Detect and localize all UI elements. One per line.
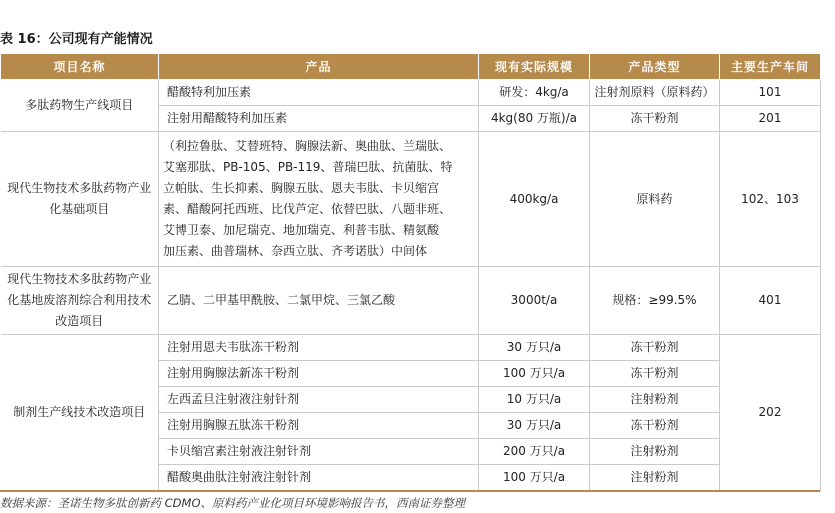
scale-cell: 研发：4kg/a	[479, 80, 590, 106]
product-line: 立帕肽、生长抑素、胸腺五肽、恩夫韦肽、卡贝缩宫	[163, 181, 440, 195]
table-caption: 表 16：公司现有产能情况	[0, 32, 153, 47]
product-line: 素、醋酸阿托西班、比伐芦定、依替巴肽、八题非班、	[163, 202, 452, 216]
product-cell-multiline	[159, 132, 479, 267]
product-line: （利拉鲁肽、艾替班特、胸腺法新、奥曲肽、兰瑞肽、	[163, 139, 452, 153]
type-cell: 原料药	[590, 132, 720, 267]
header-product-type: 产品类型	[590, 54, 720, 80]
type-cell: 注射粉剂	[590, 439, 720, 465]
table-row	[1, 80, 821, 106]
product-cell: 醋酸特利加压素	[159, 80, 479, 106]
project-name-cell: 现代生物技术多肽药物产业化基础项目	[1, 132, 159, 267]
scale-cell: 30 万只/a	[479, 335, 590, 361]
scale-cell: 4kg(80 万瓶)/a	[479, 106, 590, 132]
product-cell: 注射用胸腺法新冻干粉剂	[159, 361, 479, 387]
header-product: 产品	[159, 54, 479, 80]
project-name-cell: 制剂生产线技术改造项目	[1, 335, 159, 491]
type-cell: 注射粉剂	[590, 387, 720, 413]
table-row	[1, 335, 821, 361]
workshop-cell: 202	[720, 335, 821, 491]
scale-cell: 400kg/a	[479, 132, 590, 267]
header-workshop: 主要生产车间	[720, 54, 821, 80]
product-line: 艾塞那肽、PB-105、PB-119、普瑞巴肽、抗菌肽、特	[163, 160, 453, 174]
table-bottom-rule	[0, 490, 820, 492]
product-cell: 左西孟旦注射液注射针剂	[159, 387, 479, 413]
scale-cell: 200 万只/a	[479, 439, 590, 465]
source-note: 数据来源：圣诺生物多肽创新药 CDMO、原料药产业化项目环境影响报告书，西南证券整理	[0, 496, 466, 510]
type-cell: 规格：≥99.5%	[590, 267, 720, 335]
product-line: 加压素、曲普瑞林、奈西立肽、齐考诺肽）中间体	[163, 244, 428, 258]
scale-cell: 100 万只/a	[479, 361, 590, 387]
type-cell: 注射粉剂	[590, 465, 720, 491]
project-name-cell: 现代生物技术多肽药物产业化基地废溶剂综合利用技术改造项目	[1, 267, 159, 335]
product-cell: 卡贝缩宫素注射液注射针剂	[159, 439, 479, 465]
scale-cell: 3000t/a	[479, 267, 590, 335]
product-cell: 醋酸奥曲肽注射液注射针剂	[159, 465, 479, 491]
workshop-cell: 101	[720, 80, 821, 106]
workshop-cell: 201	[720, 106, 821, 132]
type-cell: 冻干粉剂	[590, 335, 720, 361]
header-row	[1, 54, 821, 80]
capacity-table	[0, 53, 821, 491]
header-project-name: 项目名称	[1, 54, 159, 80]
product-cell: 注射用恩夫韦肽冻干粉剂	[159, 335, 479, 361]
product-cell: 注射用胸腺五肽冻干粉剂	[159, 413, 479, 439]
type-cell: 冻干粉剂	[590, 413, 720, 439]
product-line: 艾博卫泰、加尼瑞克、地加瑞克、利普韦肽、精氨酸	[163, 223, 440, 237]
workshop-cell: 102、103	[720, 132, 821, 267]
type-cell: 冻干粉剂	[590, 106, 720, 132]
type-cell: 冻干粉剂	[590, 361, 720, 387]
product-cell: 乙腈、二甲基甲酰胺、二氯甲烷、三氯乙酸	[159, 267, 479, 335]
product-cell: 注射用醋酸特利加压素	[159, 106, 479, 132]
workshop-cell: 401	[720, 267, 821, 335]
scale-cell: 10 万只/a	[479, 387, 590, 413]
scale-cell: 100 万只/a	[479, 465, 590, 491]
table-row	[1, 132, 821, 267]
table-row	[1, 267, 821, 335]
scale-cell: 30 万只/a	[479, 413, 590, 439]
type-cell: 注射剂原料（原料药）	[590, 80, 720, 106]
project-name-cell: 多肽药物生产线项目	[1, 80, 159, 132]
capacity-table-container	[0, 53, 820, 491]
header-scale: 现有实际规模	[479, 54, 590, 80]
